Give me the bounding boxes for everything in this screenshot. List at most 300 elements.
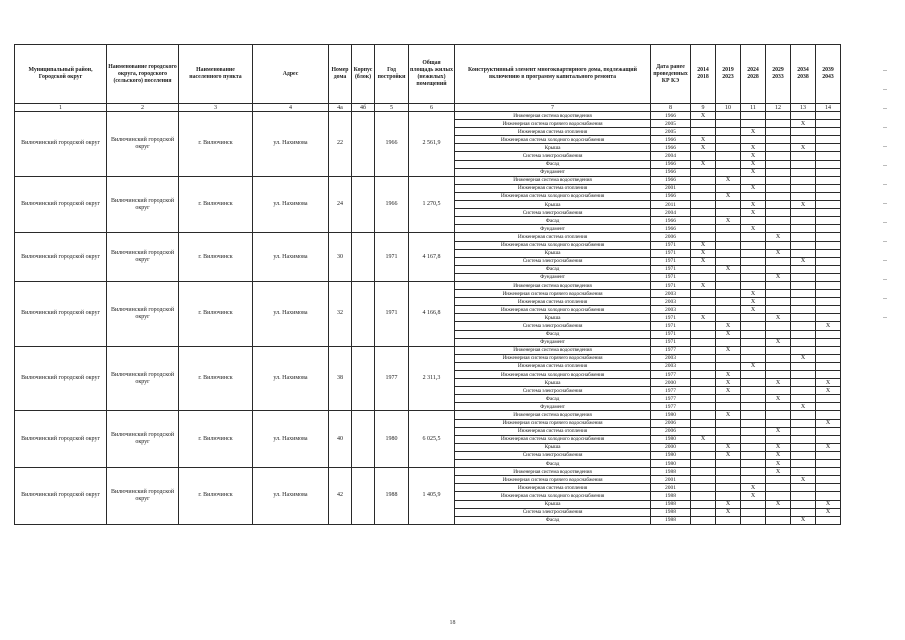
period-mark-cell: X: [716, 451, 741, 459]
element-cell: Инженерная система отопления: [455, 484, 651, 492]
period-mark-cell: [791, 152, 816, 160]
element-cell: Крыша: [455, 201, 651, 209]
period-mark-cell: [741, 192, 766, 200]
period-mark-cell: [816, 265, 841, 273]
header-row: [15, 45, 841, 104]
period-mark-cell: [766, 281, 791, 289]
block-cell: [352, 411, 375, 468]
prev-repair-date-cell: 1980: [651, 460, 691, 468]
period-mark-cell: [766, 184, 791, 192]
street-cell: ул. Нахимова: [253, 411, 329, 468]
period-mark-cell: X: [741, 492, 766, 500]
period-mark-cell: [691, 184, 716, 192]
period-mark-cell: [791, 435, 816, 443]
period-mark-cell: [791, 209, 816, 217]
period-mark-cell: X: [766, 500, 791, 508]
period-mark-cell: X: [766, 233, 791, 241]
period-mark-cell: [691, 168, 716, 176]
period-mark-cell: [816, 516, 841, 524]
build-year-cell: 1988: [375, 468, 409, 525]
header-element: Конструктивный элемент многоквартирного дома, подлежащий включению в программу капитального ремонта: [455, 45, 651, 104]
period-mark-cell: [816, 330, 841, 338]
period-mark-cell: [716, 233, 741, 241]
district-cell: Вилючинский городской округ: [15, 176, 107, 233]
period-mark-cell: [741, 411, 766, 419]
col-number: 9: [691, 104, 716, 112]
header-area: Общая площадь жилых (нежилых) помещений: [409, 45, 455, 104]
build-year-cell: 1971: [375, 233, 409, 282]
header-locality: Наименование населенного пункта: [179, 45, 253, 104]
element-cell: Крыша: [455, 249, 651, 257]
element-cell: Инженерная система холодного водоснабжения: [455, 306, 651, 314]
period-mark-cell: [791, 290, 816, 298]
period-mark-cell: [816, 411, 841, 419]
period-mark-cell: [741, 257, 766, 265]
prev-repair-date-cell: 2005: [651, 120, 691, 128]
period-mark-cell: [691, 201, 716, 209]
period-mark-cell: [716, 460, 741, 468]
period-mark-cell: [791, 249, 816, 257]
prev-repair-date-cell: 1971: [651, 257, 691, 265]
table-row: [15, 411, 841, 419]
period-mark-cell: X: [791, 201, 816, 209]
period-mark-cell: [691, 298, 716, 306]
header-build-year: Год постройки: [375, 45, 409, 104]
period-mark-cell: [791, 362, 816, 370]
period-mark-cell: X: [791, 257, 816, 265]
period-mark-cell: [716, 395, 741, 403]
period-mark-cell: X: [741, 184, 766, 192]
locality-cell: г. Вилючинск: [179, 176, 253, 233]
period-mark-cell: [716, 314, 741, 322]
settlement-cell: Вилючинский городской округ: [107, 233, 179, 282]
table-row: [15, 281, 841, 289]
prev-repair-date-cell: 1971: [651, 322, 691, 330]
period-mark-cell: [716, 362, 741, 370]
period-mark-cell: [741, 500, 766, 508]
element-cell: Крыша: [455, 500, 651, 508]
prev-repair-date-cell: 2001: [651, 184, 691, 192]
period-mark-cell: [816, 484, 841, 492]
period-mark-cell: [691, 500, 716, 508]
prev-repair-date-cell: 2000: [651, 443, 691, 451]
prev-repair-date-cell: 1988: [651, 516, 691, 524]
period-mark-cell: X: [716, 265, 741, 273]
period-mark-cell: [716, 290, 741, 298]
capital-repair-table: [14, 44, 841, 525]
period-mark-cell: [691, 322, 716, 330]
element-cell: Система электроснабжения: [455, 209, 651, 217]
period-mark-cell: [766, 257, 791, 265]
period-mark-cell: [741, 427, 766, 435]
prev-repair-date-cell: 2006: [651, 419, 691, 427]
period-mark-cell: X: [716, 379, 741, 387]
settlement-cell: Вилючинский городской округ: [107, 112, 179, 177]
period-mark-cell: [691, 233, 716, 241]
period-mark-cell: [816, 128, 841, 136]
period-mark-cell: [791, 233, 816, 241]
period-mark-cell: X: [816, 387, 841, 395]
period-mark-cell: [741, 314, 766, 322]
period-mark-cell: [716, 201, 741, 209]
period-mark-cell: [766, 144, 791, 152]
period-mark-cell: [741, 241, 766, 249]
period-mark-cell: [766, 419, 791, 427]
period-mark-cell: [791, 371, 816, 379]
period-mark-cell: X: [816, 419, 841, 427]
period-mark-cell: [691, 387, 716, 395]
locality-cell: г. Вилючинск: [179, 468, 253, 525]
period-mark-cell: X: [766, 249, 791, 257]
table-body: [15, 112, 841, 525]
period-mark-cell: X: [791, 516, 816, 524]
prev-repair-date-cell: 1971: [651, 265, 691, 273]
col-number: 10: [716, 104, 741, 112]
period-mark-cell: [691, 128, 716, 136]
element-cell: Инженерная система водоотведения: [455, 176, 651, 184]
period-mark-cell: [816, 144, 841, 152]
period-mark-cell: [791, 387, 816, 395]
element-cell: Инженерная система водоотведения: [455, 346, 651, 354]
build-year-cell: 1966: [375, 112, 409, 177]
period-mark-cell: [716, 427, 741, 435]
period-mark-cell: [816, 354, 841, 362]
street-cell: ул. Нахимова: [253, 233, 329, 282]
period-mark-cell: [816, 451, 841, 459]
prev-repair-date-cell: 1971: [651, 241, 691, 249]
element-cell: Фундамент: [455, 168, 651, 176]
period-mark-cell: X: [816, 322, 841, 330]
period-mark-cell: [791, 176, 816, 184]
period-mark-cell: X: [691, 314, 716, 322]
period-mark-cell: X: [791, 144, 816, 152]
element-cell: Система электроснабжения: [455, 152, 651, 160]
element-cell: Инженерная система горячего водоснабжения: [455, 476, 651, 484]
period-mark-cell: [816, 168, 841, 176]
col-number: 1: [15, 104, 107, 112]
period-mark-cell: X: [816, 443, 841, 451]
period-mark-cell: [766, 128, 791, 136]
period-mark-cell: [741, 120, 766, 128]
period-mark-cell: [716, 136, 741, 144]
period-mark-cell: [766, 112, 791, 120]
prev-repair-date-cell: 2005: [651, 128, 691, 136]
period-mark-cell: [791, 500, 816, 508]
element-cell: Фундамент: [455, 273, 651, 281]
period-mark-cell: [816, 112, 841, 120]
period-mark-cell: [816, 395, 841, 403]
period-mark-cell: [741, 379, 766, 387]
prev-repair-date-cell: 2003: [651, 362, 691, 370]
period-mark-cell: [741, 403, 766, 411]
element-cell: Инженерная система водоотведения: [455, 411, 651, 419]
element-cell: Инженерная система холодного водоснабжения: [455, 435, 651, 443]
period-mark-cell: X: [741, 306, 766, 314]
period-mark-cell: [716, 281, 741, 289]
period-mark-cell: [766, 265, 791, 273]
header-period-2014-2018: 2014 2018: [691, 45, 716, 104]
period-mark-cell: [716, 209, 741, 217]
col-number: 11: [741, 104, 766, 112]
period-mark-cell: [691, 362, 716, 370]
period-mark-cell: [716, 419, 741, 427]
build-year-cell: 1980: [375, 411, 409, 468]
area-cell: 4 167,8: [409, 233, 455, 282]
period-mark-cell: X: [791, 403, 816, 411]
element-cell: Инженерная система отопления: [455, 233, 651, 241]
header-district: Муниципальный район, Городской округ: [15, 45, 107, 104]
prev-repair-date-cell: 1980: [651, 435, 691, 443]
period-mark-cell: [816, 217, 841, 225]
period-mark-cell: [816, 233, 841, 241]
header-block: Корпус (блок): [352, 45, 375, 104]
period-mark-cell: X: [691, 112, 716, 120]
element-cell: Инженерная система холодного водоснабжения: [455, 371, 651, 379]
prev-repair-date-cell: 1977: [651, 346, 691, 354]
period-mark-cell: [791, 338, 816, 346]
period-mark-cell: [766, 403, 791, 411]
period-mark-cell: [741, 233, 766, 241]
period-mark-cell: [766, 306, 791, 314]
period-mark-cell: [816, 468, 841, 476]
margin-marks: [883, 70, 889, 336]
district-cell: Вилючинский городской округ: [15, 468, 107, 525]
house-number-cell: 30: [329, 233, 352, 282]
prev-repair-date-cell: 1966: [651, 225, 691, 233]
period-mark-cell: X: [716, 192, 741, 200]
period-mark-cell: [716, 112, 741, 120]
period-mark-cell: [716, 338, 741, 346]
period-mark-cell: [716, 249, 741, 257]
element-cell: Фасад: [455, 265, 651, 273]
col-number: 12: [766, 104, 791, 112]
period-mark-cell: [766, 168, 791, 176]
street-cell: ул. Нахимова: [253, 112, 329, 177]
period-mark-cell: [766, 209, 791, 217]
area-cell: 2 561,9: [409, 112, 455, 177]
period-mark-cell: X: [691, 160, 716, 168]
period-mark-cell: [716, 273, 741, 281]
period-mark-cell: [816, 427, 841, 435]
period-mark-cell: X: [691, 241, 716, 249]
element-cell: Крыша: [455, 314, 651, 322]
period-mark-cell: [691, 379, 716, 387]
period-mark-cell: [816, 371, 841, 379]
period-mark-cell: [716, 128, 741, 136]
period-mark-cell: [741, 112, 766, 120]
period-mark-cell: [766, 217, 791, 225]
period-mark-cell: [791, 168, 816, 176]
prev-repair-date-cell: 1966: [651, 160, 691, 168]
prev-repair-date-cell: 1988: [651, 500, 691, 508]
prev-repair-date-cell: 1971: [651, 273, 691, 281]
period-mark-cell: [691, 217, 716, 225]
period-mark-cell: [816, 241, 841, 249]
period-mark-cell: [791, 330, 816, 338]
period-mark-cell: [816, 176, 841, 184]
period-mark-cell: [716, 403, 741, 411]
period-mark-cell: X: [741, 362, 766, 370]
period-mark-cell: [691, 306, 716, 314]
period-mark-cell: [691, 176, 716, 184]
period-mark-cell: [741, 435, 766, 443]
prev-repair-date-cell: 2000: [651, 379, 691, 387]
element-cell: Фасад: [455, 516, 651, 524]
period-mark-cell: [816, 298, 841, 306]
locality-cell: г. Вилючинск: [179, 411, 253, 468]
period-mark-cell: [716, 435, 741, 443]
period-mark-cell: [816, 152, 841, 160]
district-cell: Вилючинский городской округ: [15, 346, 107, 411]
period-mark-cell: [791, 484, 816, 492]
prev-repair-date-cell: 1971: [651, 338, 691, 346]
prev-repair-date-cell: 1977: [651, 403, 691, 411]
prev-repair-date-cell: 1966: [651, 168, 691, 176]
table-row: [15, 112, 841, 120]
period-mark-cell: X: [716, 443, 741, 451]
build-year-cell: 1971: [375, 281, 409, 346]
locality-cell: г. Вилючинск: [179, 112, 253, 177]
period-mark-cell: [766, 201, 791, 209]
period-mark-cell: [791, 160, 816, 168]
period-mark-cell: X: [716, 387, 741, 395]
block-cell: [352, 112, 375, 177]
period-mark-cell: [741, 281, 766, 289]
period-mark-cell: [691, 330, 716, 338]
period-mark-cell: [816, 338, 841, 346]
element-cell: Фасад: [455, 460, 651, 468]
period-mark-cell: [741, 516, 766, 524]
period-mark-cell: [691, 152, 716, 160]
element-cell: Фундамент: [455, 338, 651, 346]
period-mark-cell: [791, 451, 816, 459]
element-cell: Инженерная система холодного водоснабжения: [455, 241, 651, 249]
period-mark-cell: [741, 273, 766, 281]
period-mark-cell: [691, 427, 716, 435]
period-mark-cell: [791, 128, 816, 136]
period-mark-cell: [791, 314, 816, 322]
period-mark-cell: [716, 144, 741, 152]
period-mark-cell: [691, 192, 716, 200]
period-mark-cell: X: [716, 411, 741, 419]
period-mark-cell: [741, 354, 766, 362]
house-number-cell: 22: [329, 112, 352, 177]
period-mark-cell: [766, 290, 791, 298]
period-mark-cell: X: [766, 273, 791, 281]
period-mark-cell: [741, 338, 766, 346]
period-mark-cell: [691, 395, 716, 403]
prev-repair-date-cell: 1971: [651, 249, 691, 257]
period-mark-cell: [816, 476, 841, 484]
period-mark-cell: [741, 443, 766, 451]
period-mark-cell: [791, 306, 816, 314]
period-mark-cell: [766, 225, 791, 233]
period-mark-cell: [691, 419, 716, 427]
period-mark-cell: [741, 460, 766, 468]
period-mark-cell: [691, 225, 716, 233]
col-number: 14: [816, 104, 841, 112]
header-prev-repair-date: Дата ранее проведенных КР КЭ: [651, 45, 691, 104]
period-mark-cell: X: [741, 298, 766, 306]
col-number: 13: [791, 104, 816, 112]
element-cell: Фасад: [455, 395, 651, 403]
period-mark-cell: X: [766, 451, 791, 459]
prev-repair-date-cell: 1977: [651, 395, 691, 403]
prev-repair-date-cell: 1966: [651, 217, 691, 225]
period-mark-cell: [791, 443, 816, 451]
period-mark-cell: X: [766, 338, 791, 346]
prev-repair-date-cell: 1971: [651, 330, 691, 338]
header-settlement: Наименование городского округа, городского (сельского) поселения: [107, 45, 179, 104]
period-mark-cell: X: [766, 379, 791, 387]
period-mark-cell: X: [716, 508, 741, 516]
settlement-cell: Вилючинский городской округ: [107, 468, 179, 525]
element-cell: Инженерная система отопления: [455, 184, 651, 192]
period-mark-cell: [691, 468, 716, 476]
period-mark-cell: X: [716, 176, 741, 184]
period-mark-cell: [791, 460, 816, 468]
period-mark-cell: [741, 468, 766, 476]
period-mark-cell: [816, 290, 841, 298]
element-cell: Инженерная система холодного водоснабжения: [455, 192, 651, 200]
col-number: 4б: [352, 104, 375, 112]
prev-repair-date-cell: 2003: [651, 290, 691, 298]
period-mark-cell: [766, 492, 791, 500]
period-mark-cell: X: [766, 443, 791, 451]
block-cell: [352, 281, 375, 346]
period-mark-cell: [716, 241, 741, 249]
period-mark-cell: X: [741, 201, 766, 209]
house-number-cell: 24: [329, 176, 352, 233]
period-mark-cell: [766, 508, 791, 516]
period-mark-cell: [691, 411, 716, 419]
prev-repair-date-cell: 2011: [651, 201, 691, 209]
period-mark-cell: [791, 273, 816, 281]
header-period-2039-2043: 2039 2043: [816, 45, 841, 104]
period-mark-cell: [691, 209, 716, 217]
prev-repair-date-cell: 2006: [651, 233, 691, 241]
element-cell: Инженерная система отопления: [455, 128, 651, 136]
period-mark-cell: X: [716, 322, 741, 330]
col-number: 8: [651, 104, 691, 112]
period-mark-cell: [816, 306, 841, 314]
element-cell: Инженерная система отопления: [455, 298, 651, 306]
period-mark-cell: [766, 362, 791, 370]
area-cell: 1 270,5: [409, 176, 455, 233]
period-mark-cell: [741, 176, 766, 184]
period-mark-cell: [716, 160, 741, 168]
prev-repair-date-cell: 2004: [651, 209, 691, 217]
period-mark-cell: [691, 265, 716, 273]
period-mark-cell: [741, 451, 766, 459]
period-mark-cell: X: [766, 395, 791, 403]
table-row: [15, 346, 841, 354]
prev-repair-date-cell: 1980: [651, 411, 691, 419]
area-cell: 6 025,5: [409, 411, 455, 468]
period-mark-cell: X: [741, 209, 766, 217]
element-cell: Инженерная система отопления: [455, 427, 651, 435]
prev-repair-date-cell: 1966: [651, 192, 691, 200]
period-mark-cell: [766, 387, 791, 395]
period-mark-cell: X: [691, 435, 716, 443]
settlement-cell: Вилючинский городской округ: [107, 346, 179, 411]
period-mark-cell: [716, 120, 741, 128]
period-mark-cell: [791, 225, 816, 233]
house-number-cell: 38: [329, 346, 352, 411]
district-cell: Вилючинский городской округ: [15, 233, 107, 282]
period-mark-cell: [816, 160, 841, 168]
period-mark-cell: X: [741, 152, 766, 160]
